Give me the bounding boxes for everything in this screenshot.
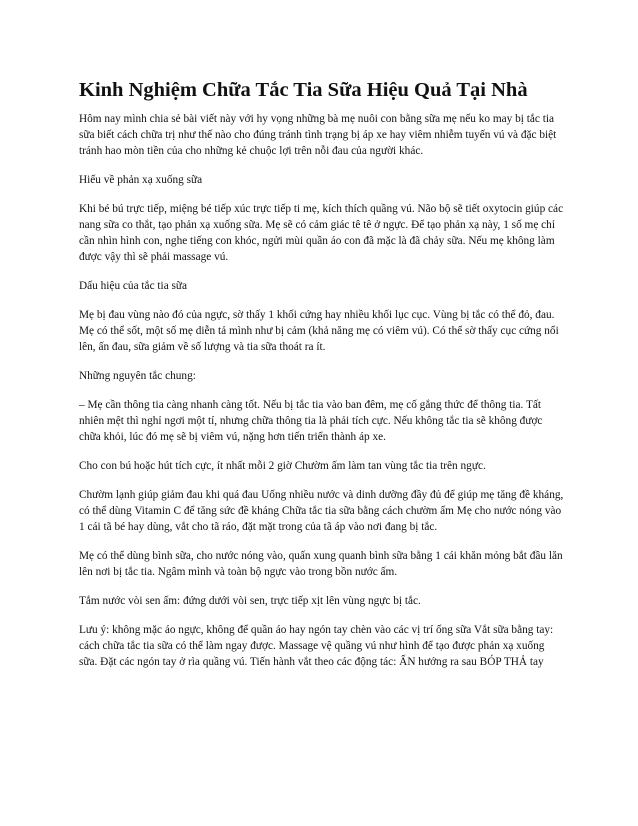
section-heading-symptoms: Dấu hiệu của tắc tia sữa [79,280,188,292]
symptoms-paragraph: Mẹ bị đau vùng nào đó của ngực, sờ thấy 1 khối cứng hay nhiều khối lục cục. Vùng bị tắc có thể đỏ, đau. Mẹ có thể sốt, một số mẹ diễn tả mình như bị cảm (khả năng mẹ có viêm vú). Có thể sờ thấy cục cứng nổi lên, ấn đau, sữa giảm về số lượng và tia sữa thoát ra ít. [79,309,559,353]
shower-paragraph: Tắm nước vòi sen ấm: đứng dưới vòi sen, trực tiếp xịt lên vùng ngực bị tắc. [79,595,421,607]
document-content [79,78,565,683]
bottle-paragraph: Mẹ có thể dùng bình sữa, cho nước nóng vào, quấn xung quanh bình sữa bằng 1 cái khăn mỏng bắt đầu lăn lên nơi bị tắc tia. Ngâm mình và toàn bộ ngực vào trong bồn nước ấm. [79,550,563,578]
letdown-reflex-paragraph: Khi bé bú trực tiếp, miệng bé tiếp xúc trực tiếp ti mẹ, kích thích quầng vú. Não bộ sẽ tiết oxytocin giúp các nang sữa co thắt, tạo phản xạ xuống sữa. Mẹ sẽ có cảm giác tê tê ở ngực. Để tạo phản xạ này, 1 số mẹ chỉ cần nhìn hình con, nghe tiếng con khóc, ngửi mùi quần áo con đã mặc là đã chảy sữa. Nếu mẹ không làm được vậy thì sẽ phải massage vú. [79,203,564,263]
intro-paragraph: Hôm nay mình chia sẻ bài viết này với hy vọng những bà mẹ nuôi con bằng sữa mẹ nếu ko may bị tắc tia sữa biết cách chữa trị như thế nào cho đúng tránh tình trạng bị áp xe hay viêm nhiễm tuyến vú và đặc biệt tránh hao mòn tiền của cho những kẻ chuộc lợi trên nỗi đau của người khác. [79,113,557,157]
note-paragraph: Lưu ý: không mặc áo ngực, không để quần áo hay ngón tay chèn vào các vị trí ống sữa Vắt sữa bằng tay: cách chữa tắc tia sữa có thể làm ngay được. Massage vệ quầng vú như hình để tạo được phản xạ xuống sữa. Đặt các ngón tay ở rìa quầng vú. Tiến hành vắt theo các động tác: ẤN hướng ra sau BÓP THẢ tay [79,624,554,668]
section-heading-letdown-reflex: Hiểu về phản xạ xuống sữa [79,174,203,186]
cold-compress-paragraph: Chườm lạnh giúp giảm đau khi quá đau Uống nhiều nước và dinh dưỡng đầy đủ để giúp mẹ tăng đề kháng, có thể dùng Vitamin C để tăng sức đề kháng Chữa tắc tia sữa bằng cách chườm ấm Mẹ cho nước nóng vào 1 cái tã bé hay dùng, vắt cho tã ráo, đặt mặt trong của tã áp vào nơi đang bị tắc. [79,489,564,533]
document-title: Kinh Nghiệm Chữa Tắc Tia Sữa Hiệu Quả Tại Nhà [79,79,528,101]
section-heading-principles: Những nguyên tắc chung: [79,370,196,382]
principles-paragraph: – Mẹ cần thông tia càng nhanh càng tốt. Nếu bị tắc tia vào ban đêm, mẹ cố gắng thức để thông tia. Tất nhiên mệt thì nghỉ ngơi một tí, nhưng chữa thông tia là phải tích cực. Nếu không tắc tia sẽ không được chữa khỏi, lúc đó mẹ sẽ bị viêm vú, nặng hơn tiến triển thành áp xe. [79,399,543,443]
feeding-paragraph: Cho con bú hoặc hút tích cực, ít nhất mỗi 2 giờ Chườm ấm làm tan vùng tắc tia trên ngực. [79,460,486,472]
